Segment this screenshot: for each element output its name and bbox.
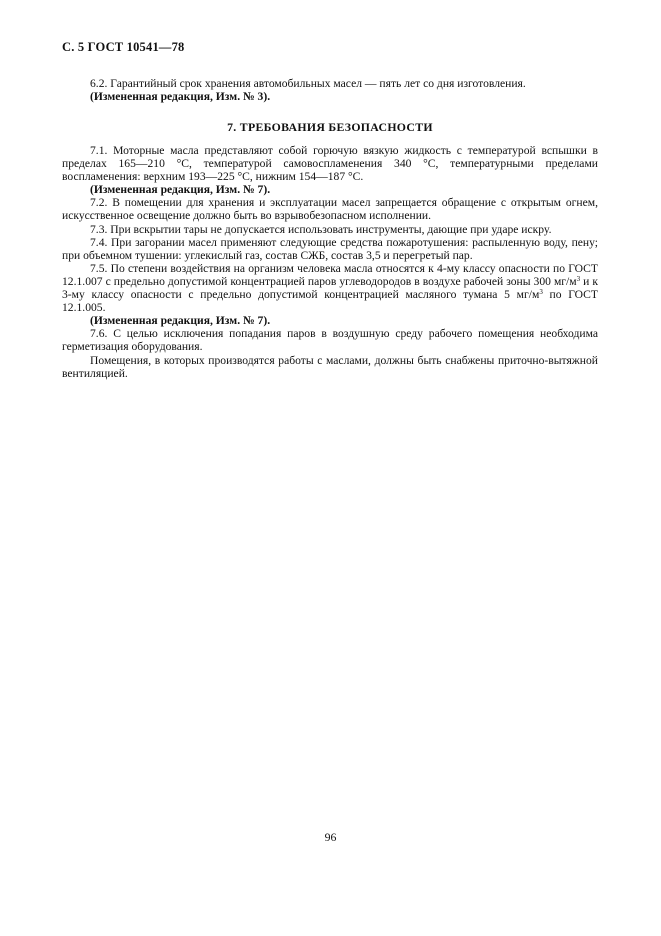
page-header: С. 5 ГОСТ 10541—78 xyxy=(62,40,185,54)
paragraph-7-5 xyxy=(62,262,598,314)
edit-note-7a: (Измененная редакция, Изм. № 7). xyxy=(90,183,271,197)
p75-sup-2: 3 xyxy=(539,288,543,297)
intro-block xyxy=(62,77,598,103)
page-number: 96 xyxy=(324,830,337,844)
edit-note-3: (Измененная редакция, Изм. № 3). xyxy=(90,90,271,104)
p75-sup-1: 3 xyxy=(576,274,581,283)
paragraph-7-3: 7.3. При вскрытии тары не допускается использовать инструменты, дающие при ударе искру. xyxy=(90,222,552,236)
paragraph-7-6: 7.6. С целью исключения попадания паров в воздушную среду рабочего помещения необходима герметизация оборудования. xyxy=(62,327,598,354)
section-title: 7. ТРЕБОВАНИЯ БЕЗОПАСНОСТИ xyxy=(227,120,433,134)
paragraph-7-4: 7.4. При загорании масел применяют следующие средства пожаротушения: распыленную воду, пену; при объемном тушении: углекислый газ, состав СЖБ, состав 3,5 и перегретый пар. xyxy=(62,235,598,262)
p75-part-a: 7.5. По степени воздействия на организм человека масла относятся к 4-му классу опасности по ГОСТ 12.1.007 с предельно допустимой концентрацией паров углеводородов в воздухе рабочей зоны 300 мг/м xyxy=(62,261,598,288)
paragraph-7-1: 7.1. Моторные масла представляют собой горючую вязкую жидкость с температурой вспышки в пределах 165—210 °С, температурой самовоспламенения 340 °С, температурными пределами воспламенения: верхним 193—225 °С, нижним 154—187 °С. xyxy=(62,144,598,184)
safety-section xyxy=(62,144,598,380)
paragraph-7-2: 7.2. В помещении для хранения и эксплуатации масел запрещается обращение с открытым огнем, искусственное освещение должно быть во взрывобезопасном исполнении. xyxy=(62,196,598,223)
paragraph-6-2: 6.2. Гарантийный срок хранения автомобильных масел — пять лет со дня изготовления. xyxy=(90,77,526,90)
p75-part-c: по ГОСТ 12.1.005. xyxy=(62,288,598,315)
edit-note-7b: (Измененная редакция, Изм. № 7). xyxy=(90,314,271,328)
p75-part-b: и к 3-му классу опасности с предельно допустимой концентрацией масляного тумана 5 мг/м xyxy=(62,274,599,302)
paragraph-7-6-continued: Помещения, в которых производятся работы с маслами, должны быть снабжены приточно-вытяжной вентиляцией. xyxy=(62,353,598,380)
